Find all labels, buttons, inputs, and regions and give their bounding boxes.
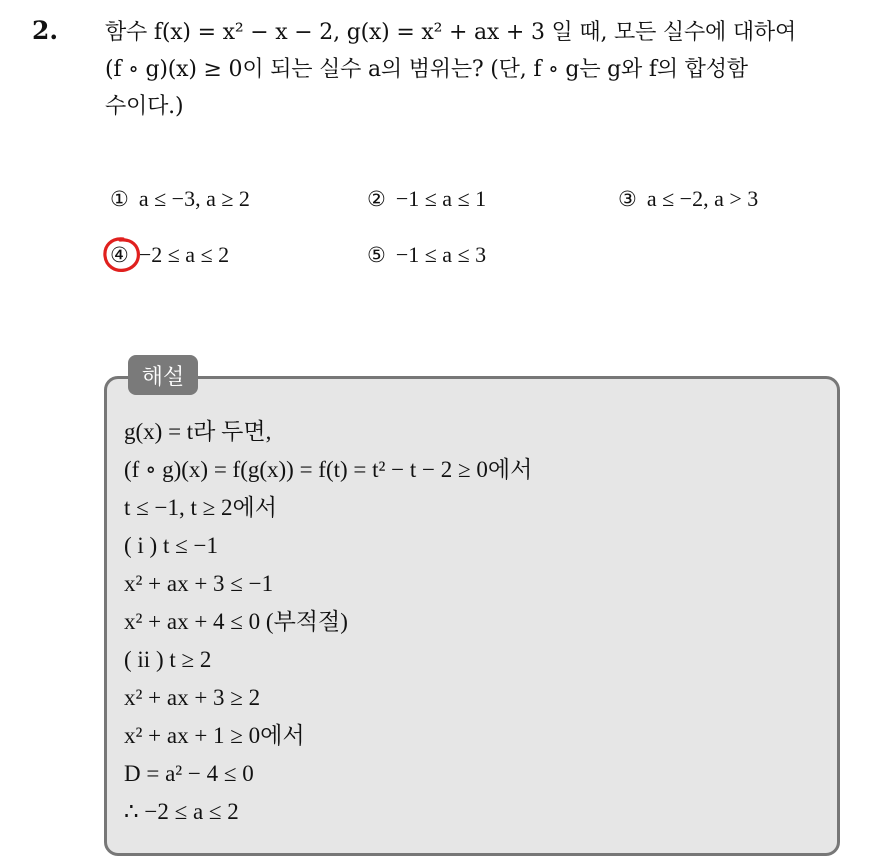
choice-number: ④ [110, 243, 129, 267]
choice-text: −1 ≤ a ≤ 3 [395, 242, 487, 267]
solution-lines [124, 413, 824, 831]
choice-number: ③ [618, 187, 637, 211]
choice-number: ⑤ [367, 243, 386, 267]
choice-text: a ≤ −2, a > 3 [646, 186, 759, 211]
solution-line: t ≤ −1, t ≥ 2에서 [124, 495, 277, 520]
choice-4[interactable] [110, 242, 229, 268]
choice-text: −2 ≤ a ≤ 2 [138, 242, 230, 267]
solution-line: (f ∘ g)(x) = f(g(x)) = f(t) = t² − t − 2 ≥ 0에서 [124, 457, 533, 482]
solution-line: x² + ax + 3 ≥ 2 [124, 685, 261, 710]
problem-number: 2. [32, 16, 59, 45]
choice-text: −1 ≤ a ≤ 1 [395, 186, 487, 211]
choice-number: ① [110, 187, 129, 211]
solution-line: x² + ax + 3 ≤ −1 [124, 571, 274, 596]
solution-line: ( ii ) t ≥ 2 [124, 647, 212, 672]
question-line: 함수 f(x) = x² − x − 2, g(x) = x² + ax + 3 일 때, 모든 실수에 대하여 [105, 20, 797, 45]
choice-2[interactable] [367, 186, 486, 212]
choice-1[interactable] [110, 186, 250, 212]
solution-title: 해설 [128, 355, 198, 395]
choice-3[interactable] [618, 186, 758, 212]
solution-line: ( i ) t ≤ −1 [124, 533, 218, 558]
question-text [105, 14, 875, 125]
choice-text: a ≤ −3, a ≥ 2 [138, 186, 250, 211]
solution-line: ∴ −2 ≤ a ≤ 2 [124, 799, 239, 824]
choice-5[interactable] [367, 242, 486, 268]
solution-line: x² + ax + 4 ≤ 0 (부적절) [124, 609, 348, 634]
question-line: (f ∘ g)(x) ≥ 0이 되는 실수 a의 범위는? (단, f ∘ g는 g와 f의 합성함 [105, 57, 748, 82]
solution-line: D = a² − 4 ≤ 0 [124, 761, 254, 786]
solution-line: x² + ax + 1 ≥ 0에서 [124, 723, 305, 748]
question-line: 수이다.) [105, 94, 184, 119]
solution-line: g(x) = t라 두면, [124, 419, 272, 444]
choice-number: ② [367, 187, 386, 211]
